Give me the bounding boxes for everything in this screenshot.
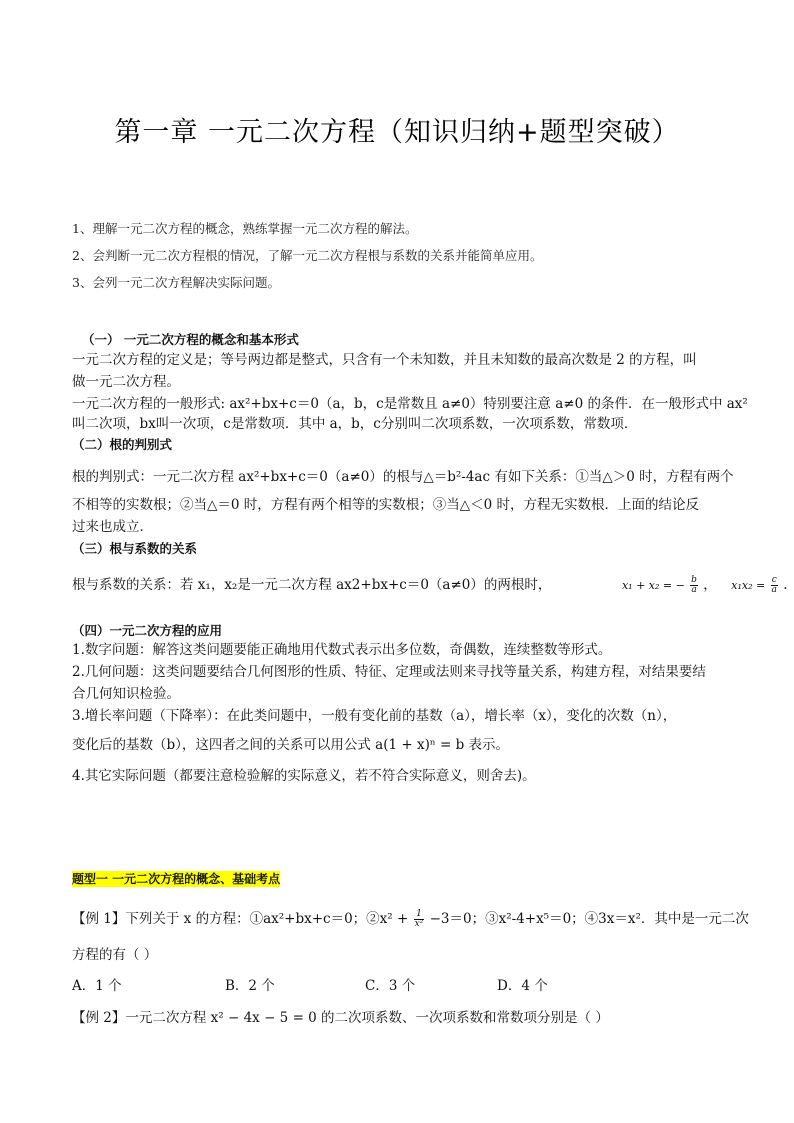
formula-end: . — [783, 577, 788, 593]
section2-line: 过来也成立． — [72, 519, 153, 535]
fraction-denominator: a — [771, 585, 777, 595]
example1-line2: 方程的有（ ） — [72, 947, 158, 963]
option-b: B．2 个 — [225, 978, 275, 994]
example1-line — [72, 910, 749, 929]
example1-options — [72, 977, 722, 997]
section2-line: 不相等的实数根；②当△＝0 时，方程有两个相等的实数根；③当△＜0 时，方程无实数根．上面的结论反 — [72, 497, 700, 513]
option-d: D．4 个 — [497, 978, 548, 994]
section2-heading: （二）根的判别式 — [72, 437, 173, 452]
section4-line: 3.增长率问题（下降率）：在此类问题中，一般有变化前的基数（a），增长率（x），变化的次数（n）， — [72, 708, 677, 724]
objective-3: 3、会列一元二次方程解决实际问题。 — [72, 275, 280, 290]
section4-line: 2.几何问题：这类问题要结合几何图形的性质、特征、定理或法则来寻找等量关系，构建方程，对结果要结 — [72, 664, 706, 680]
example1-fraction — [414, 910, 425, 929]
vieta-sum-left: x₁ + x₂ = − — [621, 579, 685, 592]
fraction-numerator: 1 — [414, 910, 425, 920]
section1-line: 一元二次方程的一般形式: ax²+bx+c＝0（a，b，c是常数且 a≠0）特别要注意 a≠0 的条件．在一般形式中 ax² — [72, 396, 748, 412]
example2-line: 【例 2】一元二次方程 x² − 4x − 5 = 0 的二次项系数、一次项系数和常数项分别是（ ） — [72, 1010, 609, 1026]
option-a: A．1 个 — [72, 978, 122, 994]
section4-line: 变化后的基数（b），这四者之间的关系可以用公式 a(1 + x)ⁿ = b 表示。 — [72, 737, 510, 753]
example1-suffix: −3＝0；③x²-4+x⁵＝0；④3x＝x²．其中是一元二次 — [429, 911, 749, 927]
section3-line — [72, 576, 788, 595]
option-c: C．3 个 — [365, 978, 416, 994]
topic-tag: 题型一 一元二次方程的概念、基础考点 — [72, 872, 281, 886]
fraction-numerator: b — [691, 575, 697, 585]
section3-heading: （三）根与系数的关系 — [72, 541, 198, 556]
example1-prefix: 【例 1】下列关于 x 的方程：①ax²+bx+c＝0；②x² + — [72, 911, 409, 927]
objective-1: 1、理解一元二次方程的概念，熟练掌握一元二次方程的解法。 — [72, 221, 418, 236]
section4-line: 4.其它实际问题（都要注意检验解的实际意义，若不符合实际意义，则舍去)。 — [72, 768, 536, 784]
page-title: 第一章 一元二次方程（知识归纳+题型突破） — [114, 117, 680, 148]
section4-heading: （四）一元二次方程的应用 — [72, 623, 223, 638]
vieta-product-left: x₁x₂ = — [731, 579, 766, 592]
section4-line: 合几何知识检验。 — [72, 686, 180, 702]
fraction-numerator: c — [771, 575, 777, 585]
section4-line: 1.数字问题：解答这类问题要能正确地用代数式表示出多位数，奇偶数，连续整数等形式。 — [72, 642, 612, 658]
section3-text: 根与系数的关系：若 x₁，x₂是一元二次方程 ax2+bx+c＝0（a≠0）的两根时， — [72, 577, 552, 593]
fraction-denominator: a — [691, 585, 697, 595]
formula-separator: ， — [703, 577, 717, 593]
section1-heading: （一） 一元二次方程的概念和基本形式 — [82, 332, 299, 347]
vieta-sum-fraction — [690, 576, 698, 595]
objective-2: 2、会判断一元二次方程根的情况，了解一元二次方程根与系数的关系并能简单应用。 — [72, 248, 543, 263]
fraction-denominator: x² — [414, 919, 424, 929]
vieta-product-fraction — [771, 576, 778, 595]
topic1-heading — [72, 870, 280, 888]
section1-line: 叫二次项，bx叫一次项，c是常数项．其中 a，b，c分别叫二次项系数，一次项系数，常数项． — [72, 416, 638, 432]
section2-line: 根的判别式：一元二次方程 ax²+bx+c＝0（a≠0）的根与△＝b²-4ac 有如下关系：①当△＞0 时，方程有两个 — [72, 469, 734, 485]
section1-line: 做一元二次方程。 — [72, 374, 180, 390]
section1-line: 一元二次方程的定义是；等号两边都是整式，只含有一个未知数，并且未知数的最高次数是 2 的方程，叫 — [72, 352, 697, 368]
